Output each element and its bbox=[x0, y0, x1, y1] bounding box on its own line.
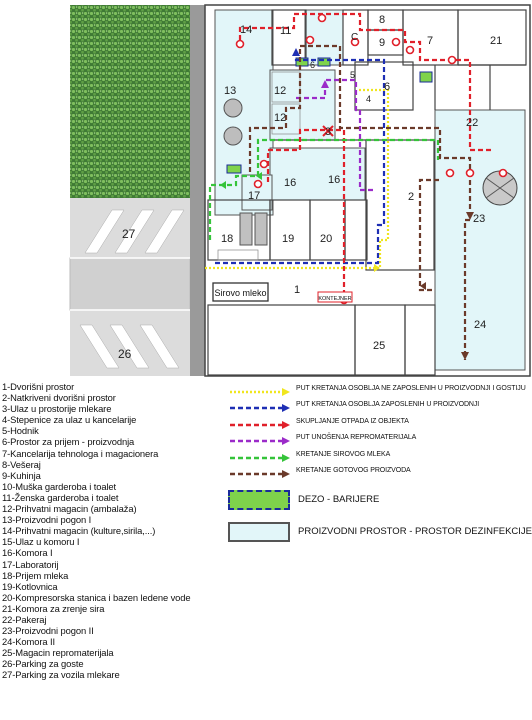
road bbox=[70, 258, 190, 310]
room-5: 5 bbox=[350, 70, 356, 80]
legend-item: 18-Prijem mleka bbox=[2, 569, 69, 581]
arrow-icon bbox=[282, 470, 290, 478]
legend-item: 4-Stepenice za ulaz u kancelarije bbox=[2, 414, 137, 426]
room-16a: 16 bbox=[284, 177, 297, 189]
legend-item: 15-Ulaz u komoru I bbox=[2, 536, 80, 548]
room-11: 11 bbox=[280, 25, 292, 37]
route-key-label: PUT KRETANJA OSOBLJA ZAPOSLENIH U PROIZVODNJI bbox=[296, 401, 480, 409]
legend-item: 8-Vešeraj bbox=[2, 458, 41, 470]
room-23: 23 bbox=[473, 213, 486, 225]
room-c: C bbox=[351, 32, 359, 43]
arrow-icon bbox=[282, 454, 290, 462]
room-17: 17 bbox=[248, 190, 261, 202]
route-key-row bbox=[228, 384, 528, 400]
room-12b: 12 bbox=[274, 112, 287, 124]
legend-item: 7-Kancelarija tehnologa i magacionera bbox=[2, 447, 159, 459]
legend-item: 9-Kuhinja bbox=[2, 469, 41, 481]
raw-milk-label: Sirovo mleko bbox=[214, 288, 267, 298]
room-3: 3 bbox=[325, 126, 332, 138]
legend-item: 22-Pakeraj bbox=[2, 613, 47, 625]
room-27: 27 bbox=[122, 227, 136, 241]
legend-item: 10-Muška garderoba i toalet bbox=[2, 480, 117, 492]
zone-key-row bbox=[228, 520, 532, 546]
legend-item: 12-Prihvatni magacin (ambalaža) bbox=[2, 503, 137, 515]
room-21: 21 bbox=[490, 35, 503, 47]
route-key-row bbox=[228, 400, 528, 416]
legend-item: 13-Proizvodni pogon I bbox=[2, 514, 92, 526]
room-12a: 12 bbox=[274, 85, 287, 97]
route-key-label: KRETANJE SIROVOG MLEKA bbox=[296, 450, 391, 458]
room-9: 9 bbox=[379, 37, 386, 49]
legend-item: 3-Ulaz u prostorije mlekare bbox=[2, 403, 112, 415]
zone-swatch bbox=[228, 522, 290, 542]
room-26: 26 bbox=[118, 347, 132, 361]
room-8: 8 bbox=[379, 14, 386, 26]
room-14: 14 bbox=[240, 24, 253, 36]
room-7: 7 bbox=[427, 35, 434, 47]
legend-item: 1-Dvorišni prostor bbox=[2, 381, 75, 392]
arrow-icon bbox=[282, 388, 290, 396]
legend-item: 16-Komora I bbox=[2, 547, 53, 559]
route-key-row bbox=[228, 433, 528, 449]
legend-item: 14-Prihvatni magacin (kulture,sirila,...) bbox=[2, 525, 156, 537]
room-16b: 16 bbox=[328, 174, 341, 186]
route-key-label: KRETANJE GOTOVOG PROIZVODA bbox=[296, 466, 411, 474]
route-line-swatch bbox=[228, 470, 292, 478]
legend-item: 24-Komora II bbox=[2, 636, 55, 648]
zone-swatch bbox=[228, 490, 290, 510]
room-2: 2 bbox=[408, 191, 415, 203]
arrow-icon bbox=[282, 437, 290, 445]
route-key-label: PUT UNOŠENJA REPROMATERIJALA bbox=[296, 434, 417, 442]
route-line-swatch bbox=[228, 421, 292, 429]
zone-key-label: PROIZVODNI PROSTOR - PROSTOR DEZINFEKCIJE bbox=[298, 526, 532, 538]
legend-item: 5-Hodnik bbox=[2, 425, 39, 437]
room-19: 19 bbox=[282, 233, 295, 245]
room-20: 20 bbox=[320, 233, 333, 245]
arrow-icon bbox=[282, 421, 290, 429]
route-line-swatch bbox=[228, 404, 292, 412]
legend-item: 27-Parking za vozila mlekare bbox=[2, 669, 120, 681]
room-6b: 6 bbox=[384, 81, 391, 93]
route-line-swatch bbox=[228, 388, 292, 396]
legend-item: 26-Parking za goste bbox=[2, 658, 84, 670]
route-key bbox=[228, 384, 532, 546]
legend-item: 20-Kompresorska stanica i bazen ledene vode bbox=[2, 591, 191, 603]
room-22: 22 bbox=[466, 117, 479, 129]
green-area bbox=[70, 5, 190, 198]
legend-item: 17-Laboratorij bbox=[2, 558, 59, 570]
room-4: 4 bbox=[366, 94, 372, 104]
legend-item: 11-Ženska garderoba i toalet bbox=[2, 491, 119, 503]
arrow-icon bbox=[282, 404, 290, 412]
room-25: 25 bbox=[373, 340, 386, 352]
sidewalk-strip bbox=[190, 5, 205, 376]
route-key-label: PUT KRETANJA OSOBLJA NE ZAPOSLENIH U PROIZVODNJI I GOSTIJU bbox=[296, 385, 526, 392]
room-6a: 6 bbox=[310, 60, 316, 70]
zone-key-row bbox=[228, 488, 528, 514]
legend-item: 21-Komora za zrenje sira bbox=[2, 602, 105, 614]
legend-item: 6-Prostor za prijem - proizvodnja bbox=[2, 436, 135, 448]
room-24: 24 bbox=[474, 319, 487, 331]
room-1: 1 bbox=[294, 284, 301, 296]
route-key-row bbox=[228, 417, 528, 433]
route-line-swatch bbox=[228, 454, 292, 462]
route-key-label: SKUPLJANJE OTPADA IZ OBJEKTA bbox=[296, 417, 409, 425]
route-key-row bbox=[228, 450, 528, 466]
route-line-swatch bbox=[228, 437, 292, 445]
legend-item: 23-Proizvodni pogon II bbox=[2, 625, 94, 637]
room-18: 18 bbox=[221, 233, 234, 245]
container-label: KONTEJNER bbox=[318, 296, 352, 302]
legend-item: 2-Natkriveni dvorišni prostor bbox=[2, 392, 116, 404]
route-key-row bbox=[228, 466, 528, 482]
room-13: 13 bbox=[224, 85, 237, 97]
legend-item: 19-Kotlovnica bbox=[2, 580, 58, 592]
zone-key-label: DEZO - BARIJERE bbox=[298, 494, 380, 506]
legend-item: 25-Magacin repromaterijala bbox=[2, 647, 114, 659]
